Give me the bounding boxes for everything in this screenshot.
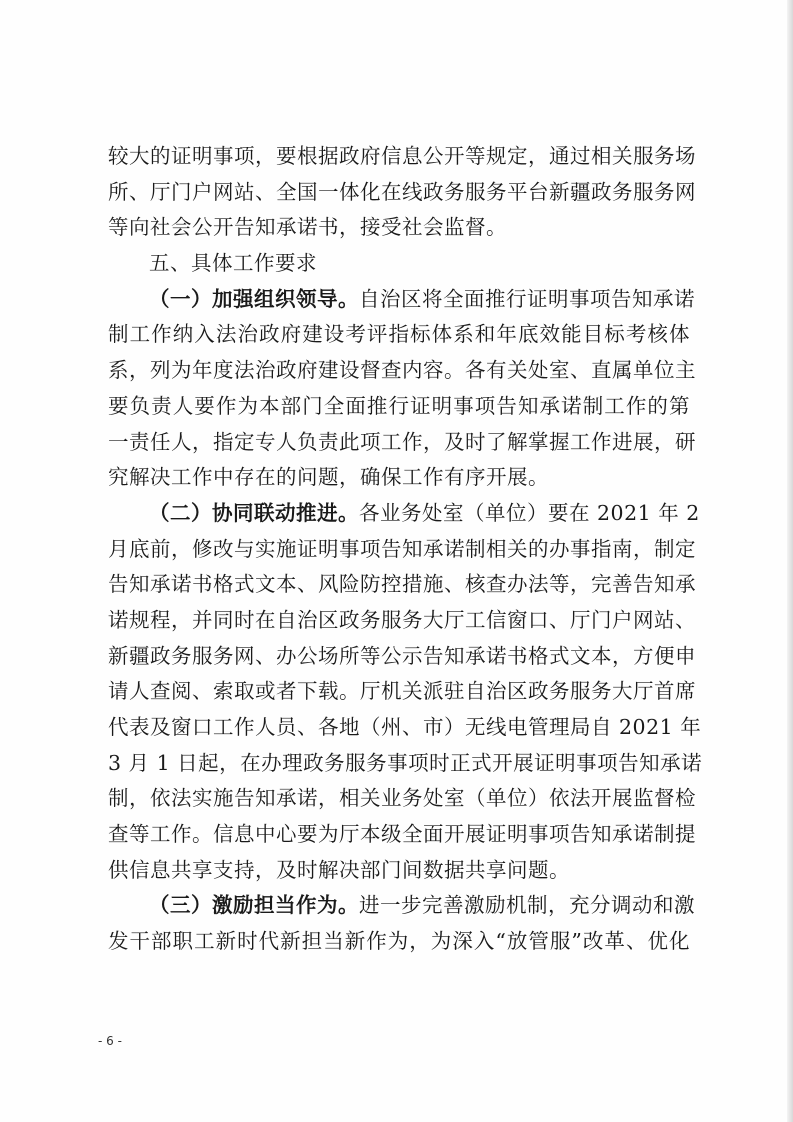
text-line: 查等工作。信息中心要为厅本级全面开展证明事项告知承诺制提 <box>108 822 696 847</box>
text-line: 制，依法实施告知承诺，相关业务处室（单位）依法开展监督检 <box>108 786 696 811</box>
subsection-title: （三）激励担当作为。 <box>149 893 359 918</box>
text-line: 较大的证明事项，要根据政府信息公开等规定，通过相关服务场 <box>108 144 696 168</box>
text-line: 供信息共享支持，及时解决部门间数据共享问题。 <box>108 857 570 882</box>
paragraph-first-line <box>108 282 695 318</box>
subsection-title: （二）协同联动推进。 <box>149 500 359 525</box>
text-line: 等向社会公开告知承诺书，接受社会监督。 <box>108 215 507 240</box>
paragraph-first-line <box>108 888 695 924</box>
paragraph-text: 进一步完善激励机制，充分调动和激 <box>359 893 695 918</box>
paragraph-first-line <box>108 496 700 532</box>
text-line: 发干部职工新时代新担当新作为，为深入“放管服”改革、优化 <box>108 929 690 954</box>
text-line: 一责任人，指定专人负责此项工作，及时了解掌握工作进展，研 <box>108 429 696 454</box>
text-line: 诺规程，并同时在自治区政务服务大厅工信窗口、厅门户网站、 <box>108 607 696 632</box>
text-line: 月底前，修改与实施证明事项告知承诺制相关的办事指南，制定 <box>108 536 696 561</box>
document-body <box>108 139 703 960</box>
text-line: 所、厅门户网站、全国一体化在线政务服务平台新疆政务服务网 <box>108 179 696 204</box>
paragraph-text: 自治区将全面推行证明事项告知承诺 <box>359 286 695 311</box>
paragraph-text: 各业务处室（单位）要在 2021 年 2 <box>359 500 700 525</box>
subsection-prefix: （一） <box>149 286 212 311</box>
text-line: 新疆政务服务网、办公场所等公示告知承诺书格式文本，方便申 <box>108 643 696 668</box>
text-line: 代表及窗口工作人员、各地（州、市）无线电管理局自 2021 年 <box>108 715 702 739</box>
subsection-title: 加强组织领导。 <box>212 286 359 311</box>
text-line: 告知承诺书格式文本、风险防控措施、核查办法等，完善告知承 <box>108 572 696 597</box>
text-line: 3 月 1 日起，在办理政务服务事项时正式开展证明事项告知承诺 <box>108 750 703 775</box>
text-line: 请人查阅、索取或者下载。厅机关派驻自治区政务服务大厅首席 <box>108 679 696 704</box>
text-line: 系，列为年度法治政府建设督查内容。各有关处室、直属单位主 <box>108 358 696 383</box>
page-edge-shadow <box>787 0 793 1122</box>
page-number: - 6 - <box>98 1034 122 1048</box>
section-heading: 五、具体工作要求 <box>149 251 317 276</box>
text-line: 究解决工作中存在的问题，确保工作有序开展。 <box>108 465 549 490</box>
text-line: 制工作纳入法治政府建设考评指标体系和年底效能目标考核体 <box>108 322 690 347</box>
text-line: 要负责人要作为本部门全面推行证明事项告知承诺制工作的第 <box>108 393 690 418</box>
